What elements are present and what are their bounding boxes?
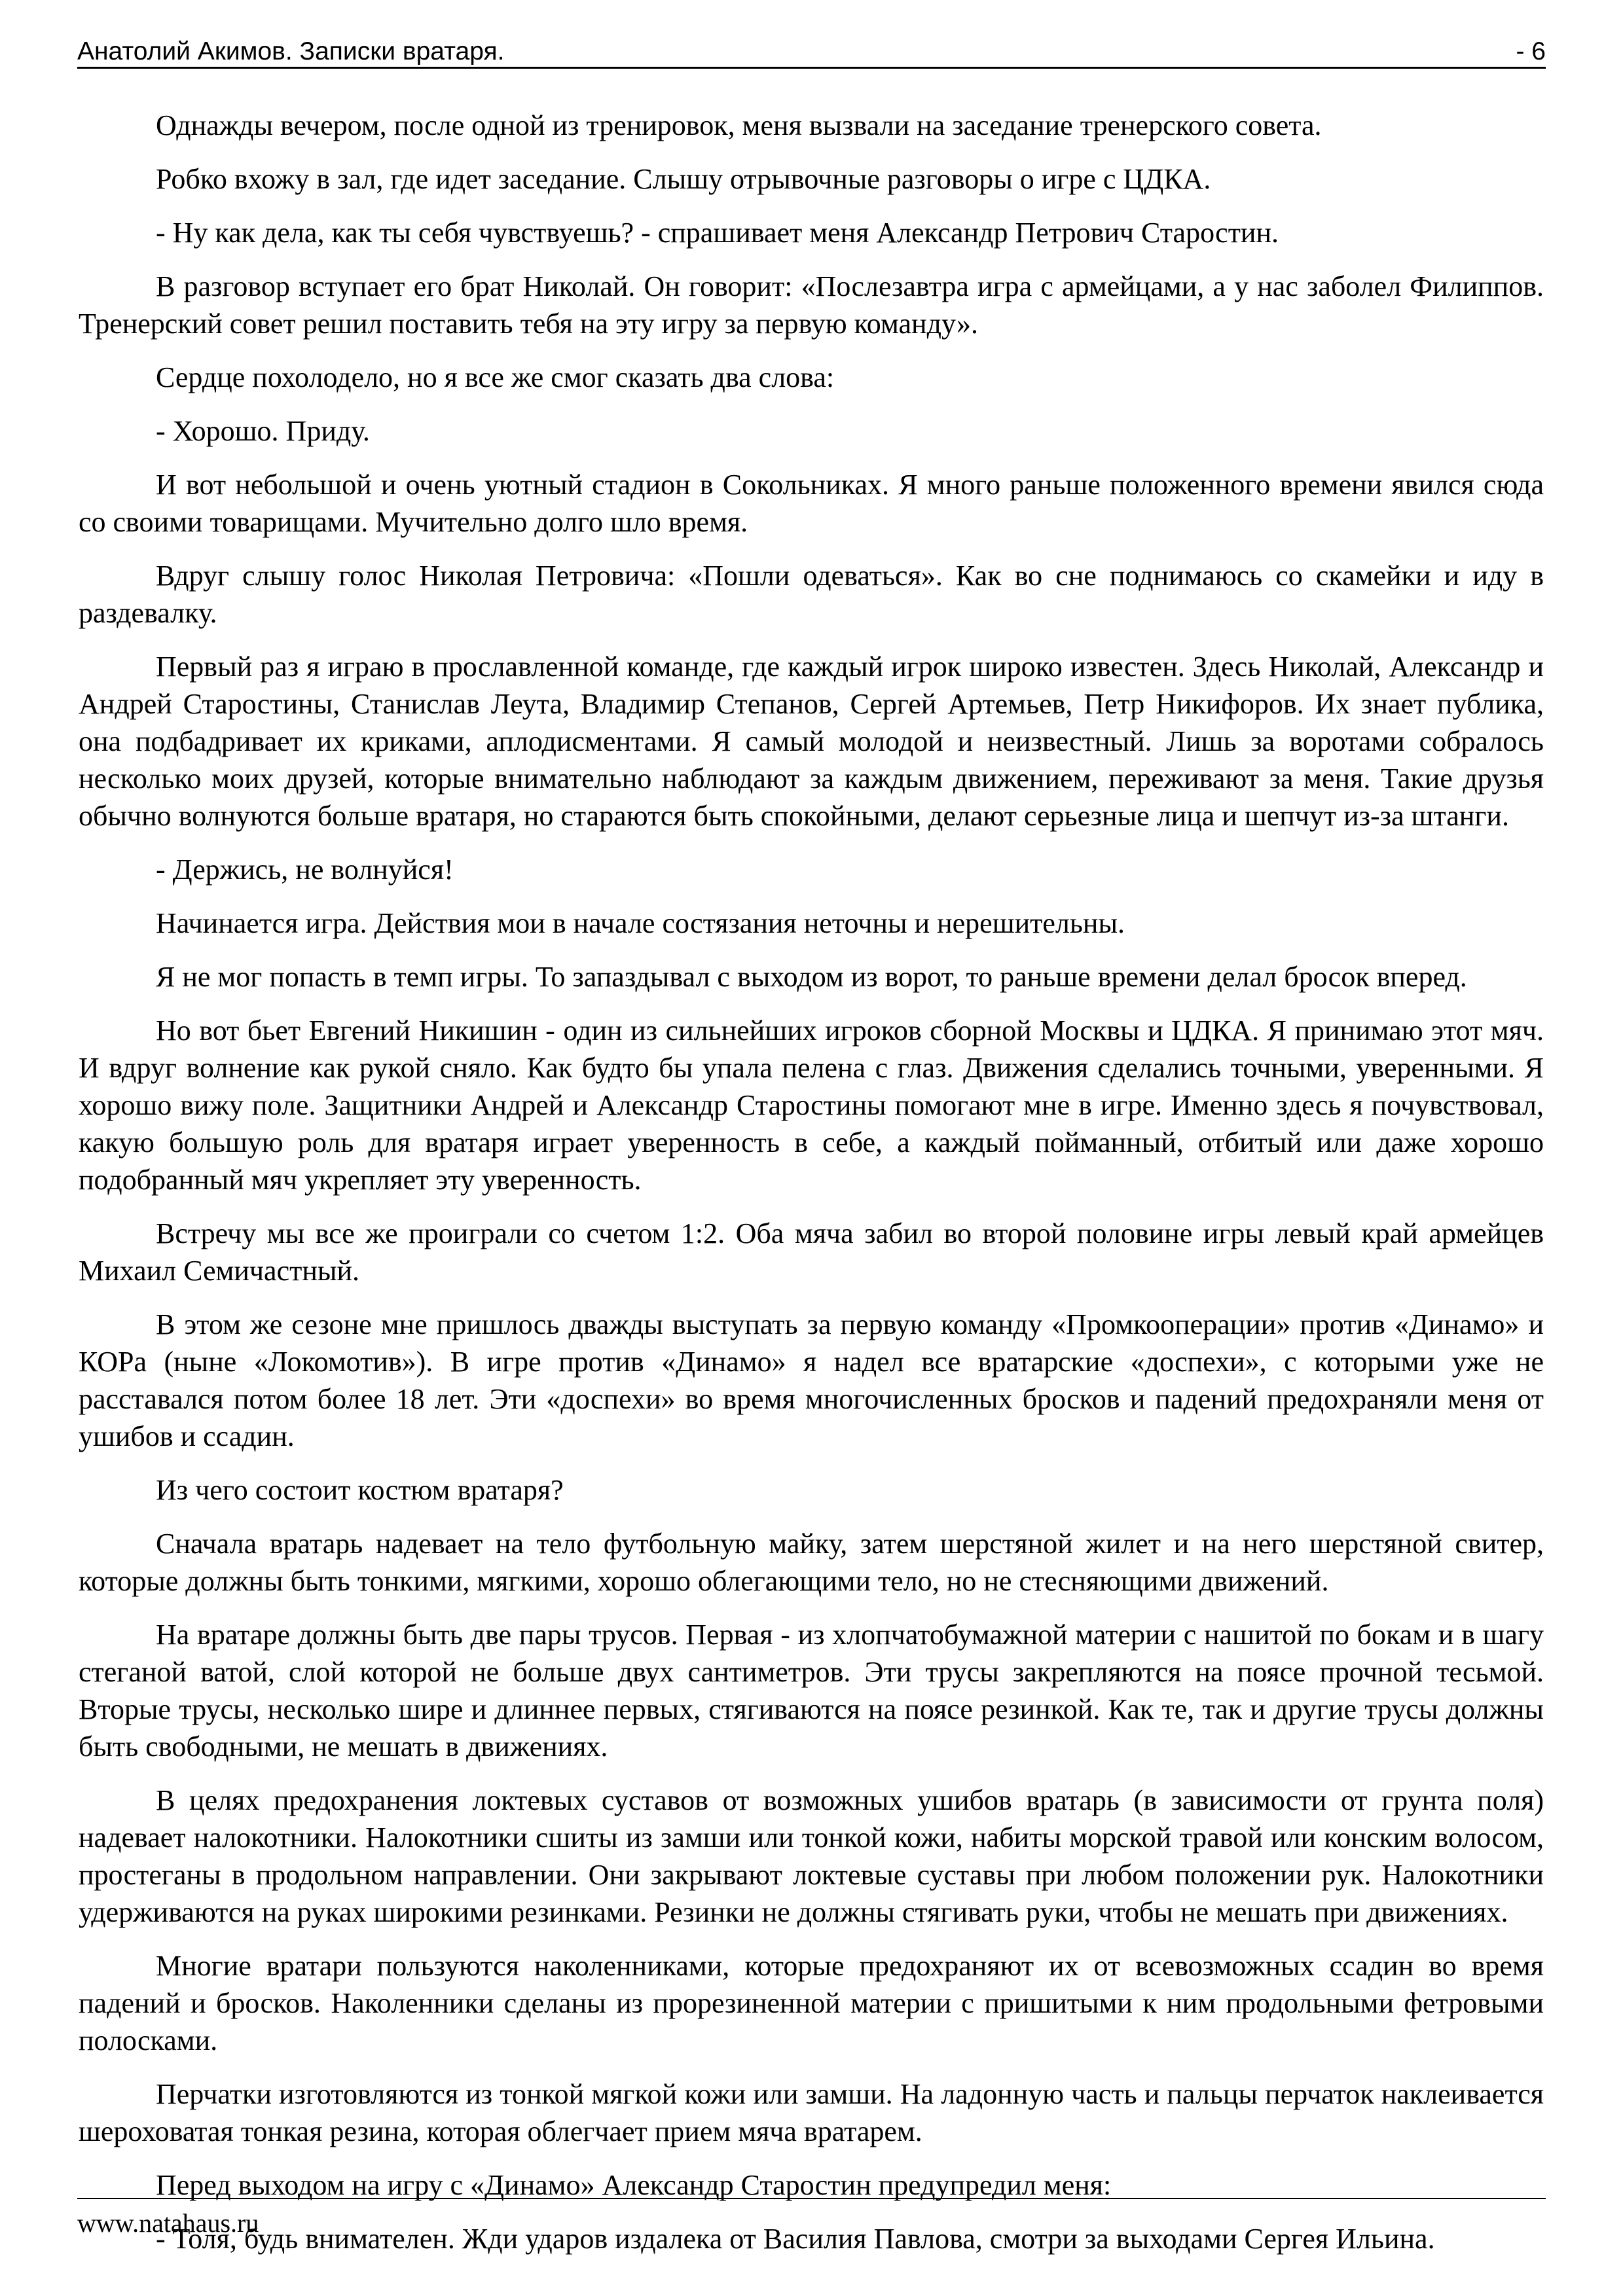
paragraph: - Толя, будь внимателен. Жди ударов издалека от Василия Павлова, смотри за выходами Сергея Ильина. bbox=[156, 2223, 1435, 2255]
footer-divider bbox=[77, 2198, 1546, 2199]
footer-site-link[interactable]: www.natahaus.ru bbox=[77, 2208, 259, 2238]
page-header bbox=[77, 34, 1546, 69]
paragraph: - Хорошо. Приду. bbox=[156, 415, 370, 447]
paragraph: Перед выходом на игру с «Динамо» Александр Старостин предупредил меня: bbox=[156, 2169, 1112, 2201]
paragraph: И вот небольшой и очень уютный стадион в Сокольниках. Я много раньше положенного времени явился сюда со своими товарищами. Мучительно долго шло время. bbox=[79, 469, 1544, 538]
paragraph: Первый раз я играю в прославленной команде, где каждый игрок широко известен. Здесь Николай, Александр и Андрей Старостины, Станислав Леута, Владимир Степанов, Сергей Артемьев, Петр Никифоров. Их знает публика, она подбадривает их криками, аплодисментами. Я самый молодой и неизвестный. Лишь за воротами собралось несколько моих друзей, которые внимательно наблюдают за каждым движением, переживают за меня. Такие друзья обычно волнуются больше вратаря, но стараются быть спокойными, делают серьезные лица и шепчут из-за штанги. bbox=[79, 651, 1544, 832]
paragraph: В целях предохранения локтевых суставов от возможных ушибов вратарь (в зависимости от грунта поля) надевает налокотники. Налокотники сшиты из замши или тонкой кожи, набиты морской травой или конским волосом, простеганы в продольном направлении. Они закрывают локтевые суставы при любом положении рук. Налокотники удерживаются на руках широкими резинками. Резинки не должны стягивать руки, чтобы не мешать при движениях. bbox=[79, 1784, 1544, 1928]
page-number: - 6 bbox=[1516, 37, 1546, 65]
paragraph: Начинается игра. Действия мои в начале состязания неточны и нерешительны. bbox=[156, 907, 1125, 939]
paragraph: Однажды вечером, после одной из тренировок, меня вызвали на заседание тренерского совета. bbox=[156, 109, 1322, 141]
paragraph: Я не мог попасть в темп игры. То запаздывал с выходом из ворот, то раньше времени делал бросок вперед. bbox=[156, 961, 1467, 993]
paragraph: Перчатки изготовляются из тонкой мягкой кожи или замши. На ладонную часть и пальцы перчаток наклеивается шероховатая тонкая резина, которая облегчает прием мяча вратарем. bbox=[79, 2078, 1544, 2147]
paragraph: Робко вхожу в зал, где идет заседание. Слышу отрывочные разговоры о игре с ЦДКА. bbox=[156, 163, 1211, 195]
paragraph: Встречу мы все же проиграли со счетом 1:2. Оба мяча забил во второй половине игры левый край армейцев Михаил Семичастный. bbox=[79, 1217, 1544, 1287]
body-text bbox=[79, 107, 1544, 2274]
paragraph: Сердце похолодело, но я все же смог сказать два слова: bbox=[156, 361, 835, 393]
paragraph: Вдруг слышу голос Николая Петровича: «Пошли одеваться». Как во сне поднимаюсь со скамейки и иду в раздевалку. bbox=[79, 560, 1544, 629]
paragraph: Но вот бьет Евгений Никишин - один из сильнейших игроков сборной Москвы и ЦДКА. Я принимаю этот мяч. И вдруг волнение как рукой сняло. Как будто бы упала пелена с глаз. Движения сделались точными, уверенными. Я хорошо вижу поле. Защитники Андрей и Александр Старостины помогают мне в игре. Именно здесь я почувствовал, какую большую роль для вратаря играет уверенность в себе, а каждый пойманный, отбитый или даже хорошо подобранный мяч укрепляет эту уверенность. bbox=[79, 1014, 1544, 1196]
paragraph: - Держись, не волнуйся! bbox=[156, 853, 454, 886]
paragraph: В разговор вступает его брат Николай. Он говорит: «Послезавтра игра с армейцами, а у нас заболел Филиппов. Тренерский совет решил поставить тебя на эту игру за первую команду». bbox=[79, 270, 1544, 340]
paragraph: Из чего состоит костюм вратаря? bbox=[156, 1474, 564, 1506]
paragraph: На вратаре должны быть две пары трусов. Первая - из хлопчатобумажной материи с нашитой по бокам и в шагу стеганой ватой, слой которой не больше двух сантиметров. Эти трусы закрепляются на поясе прочной тесьмой. Вторые трусы, несколько шире и длиннее первых, стягиваются на поясе резинкой. Как те, так и другие трусы должны быть свободными, не мешать в движениях. bbox=[79, 1619, 1544, 1763]
running-title: Анатолий Акимов. Записки вратаря. bbox=[77, 37, 505, 65]
paragraph: - Ну как дела, как ты себя чувствуешь? - спрашивает меня Александр Петрович Старостин. bbox=[156, 217, 1279, 249]
paragraph: Многие вратари пользуются наколенниками, которые предохраняют их от всевозможных ссадин во время падений и бросков. Наколенники сделаны из прорезиненной материи с пришитыми к ним продольными фетровыми полосками. bbox=[79, 1950, 1544, 2056]
paragraph: В этом же сезоне мне пришлось дважды выступать за первую команду «Промкооперации» против «Динамо» и КОРа (ныне «Локомотив»). В игре против «Динамо» я надел все вратарские «доспехи», с которыми уже не расставался потом более 18 лет. Эти «доспехи» во время многочисленных бросков и падений предохраняли меня от ушибов и ссадин. bbox=[79, 1308, 1544, 1452]
paragraph: Сначала вратарь надевает на тело футбольную майку, затем шерстяной жилет и на него шерстяной свитер, которые должны быть тонкими, мягкими, хорошо облегающими тело, но не стесняющими движений. bbox=[79, 1528, 1544, 1597]
